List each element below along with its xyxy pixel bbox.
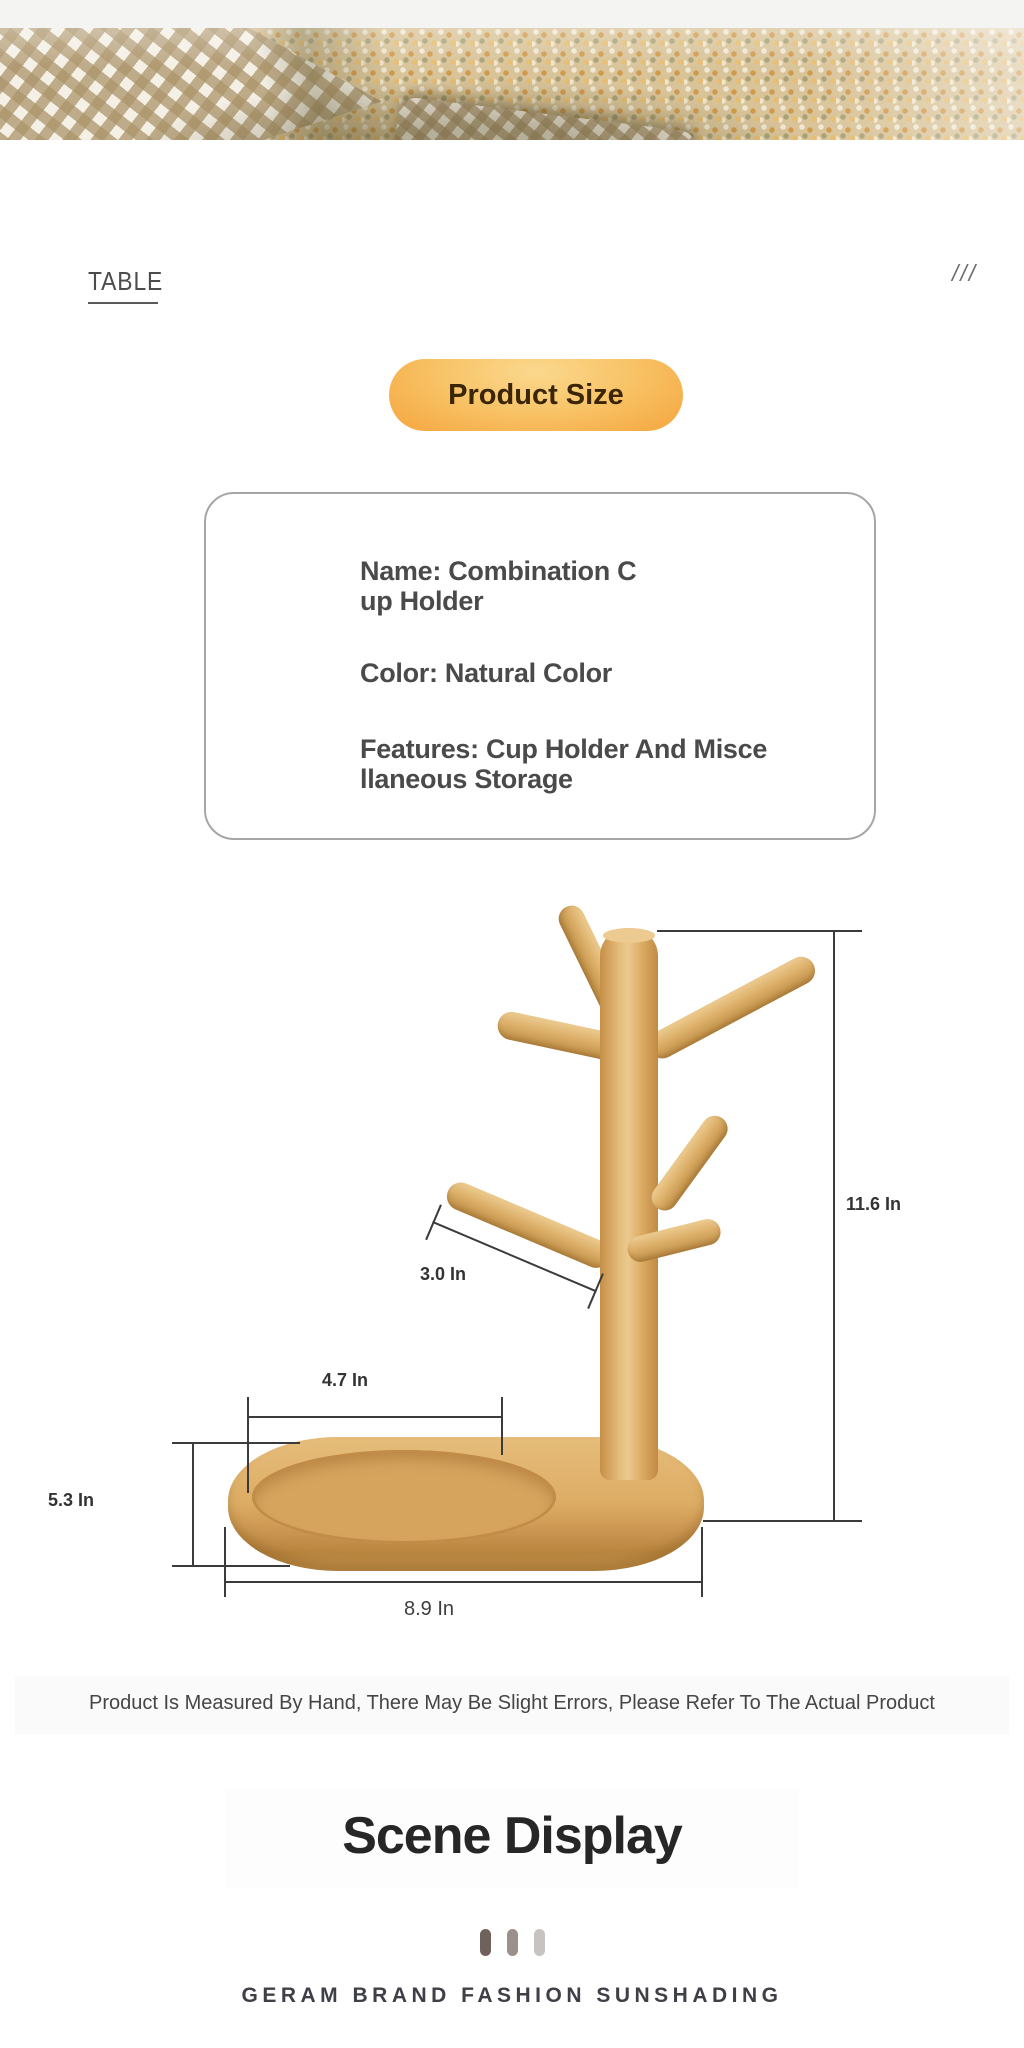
- hero-photo: [0, 28, 1024, 140]
- brand-footer-text: GERAM BRAND FASHION SUNSHADING: [241, 1984, 783, 2007]
- dim-height-top-line: [657, 930, 862, 932]
- dim-label-branch-length: 3.0 In: [420, 1264, 467, 1284]
- hero-photo-shading: [0, 28, 1024, 140]
- dim-depth-vertical-line: [192, 1443, 194, 1567]
- product-size-badge-label: Product Size: [448, 378, 624, 411]
- product-info-card: [204, 492, 876, 840]
- dim-label-tray-depth: 5.3 In: [48, 1490, 95, 1510]
- mug-tree-branch-low-left: [443, 1178, 615, 1272]
- dim-branch-tick-start: [425, 1204, 442, 1240]
- dim-inner-width-line: [248, 1416, 502, 1418]
- dot-dark: [480, 1929, 491, 1956]
- dim-width-tick-right: [701, 1527, 703, 1597]
- dot-light: [534, 1929, 545, 1956]
- mug-tree-branch-mid-right: [646, 1111, 732, 1216]
- dim-depth-tick-bottom: [172, 1565, 290, 1567]
- mug-tree-trunk: [600, 928, 658, 1480]
- section-label-table: TABLE: [88, 266, 164, 296]
- dim-depth-tick-top: [172, 1442, 300, 1444]
- scene-display-title: Scene Display: [342, 1807, 682, 1865]
- dot-medium: [507, 1929, 518, 1956]
- product-color-text: Color: Natural Color: [360, 658, 613, 688]
- product-size-badge: [389, 359, 683, 431]
- decor-slashes: ///: [952, 260, 978, 286]
- top-strip: [0, 0, 1024, 28]
- section-label-underline: [88, 302, 158, 304]
- mug-tree-branch-upper-right: [643, 952, 819, 1064]
- tray-groove: [252, 1450, 556, 1544]
- dim-inner-width-tick-right: [501, 1397, 503, 1455]
- product-name-text: Name: Combination C up Holder: [360, 556, 637, 616]
- dim-width-line: [224, 1581, 702, 1583]
- dim-height-vertical-line: [833, 930, 835, 1522]
- dim-width-tick-left: [224, 1527, 226, 1597]
- dim-inner-width-tick-left: [247, 1397, 249, 1493]
- dim-label-tray-width: 8.9 In: [404, 1598, 455, 1620]
- dim-label-total-height: 11.6 In: [846, 1194, 902, 1214]
- decor-dots: [0, 1929, 1024, 1956]
- dim-height-bottom-line: [703, 1520, 862, 1522]
- measurement-note: Product Is Measured By Hand, There May Be Slight Errors, Please Refer To The Actual Product: [89, 1692, 935, 1714]
- dim-label-tray-inner-width: 4.7 In: [322, 1370, 369, 1390]
- product-features-text: Features: Cup Holder And Misce llaneous Storage: [360, 734, 768, 794]
